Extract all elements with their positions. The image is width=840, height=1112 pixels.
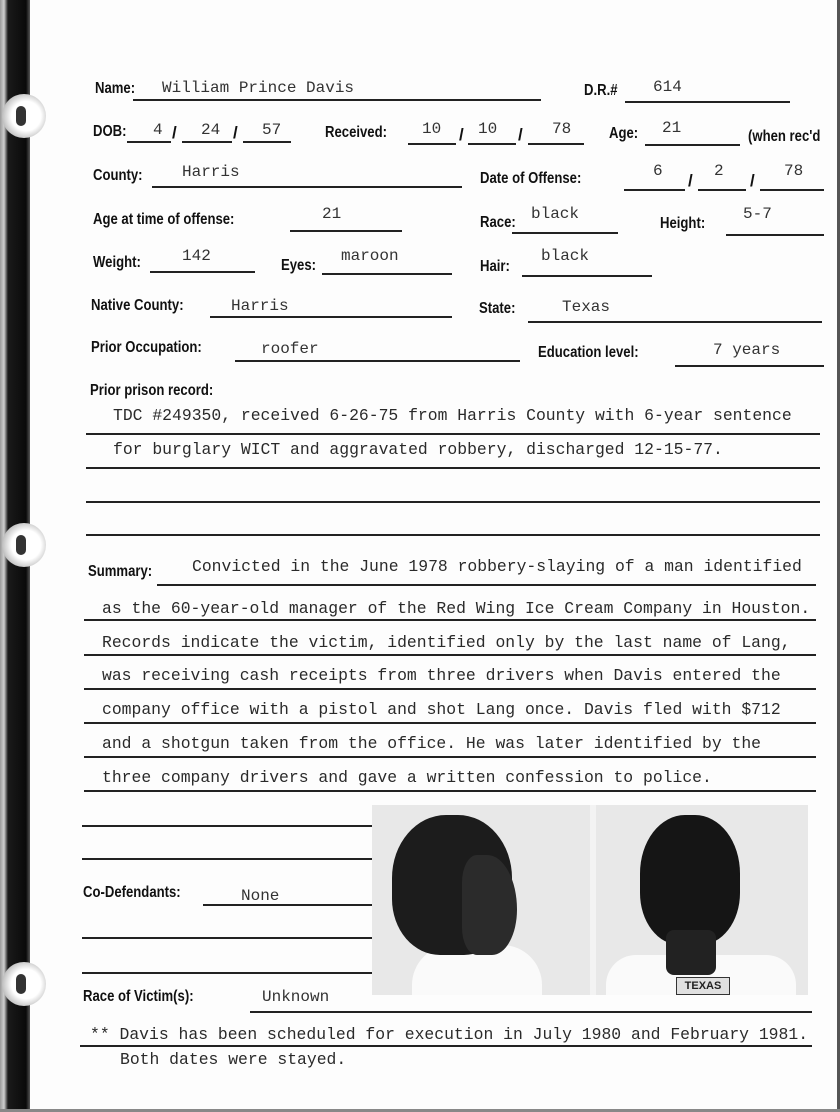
- underline: [84, 688, 816, 690]
- offense-month: 6: [653, 162, 663, 180]
- underline: [760, 189, 824, 191]
- state-value: Texas: [562, 298, 611, 316]
- name-value: William Prince Davis: [162, 79, 355, 97]
- dr-value: 614: [653, 78, 682, 96]
- co-defendants-label: Co-Defendants:: [83, 884, 181, 901]
- underline: [82, 825, 372, 827]
- underline: [157, 584, 816, 586]
- education-label: Education level:: [538, 344, 639, 361]
- prior-occupation-label: Prior Occupation:: [91, 339, 202, 356]
- front-photo: [596, 805, 808, 995]
- county-value: Harris: [182, 163, 240, 181]
- weight-label: Weight:: [93, 254, 141, 271]
- underline: [127, 141, 171, 143]
- summary-line: as the 60-year-old manager of the Red Wing Ice Cream Company in Houston.: [102, 599, 811, 618]
- execution-note: ** Davis has been scheduled for execution in July 1980 and February 1981.: [90, 1025, 809, 1044]
- underline: [624, 189, 685, 191]
- received-label: Received:: [325, 124, 387, 141]
- offense-year: 78: [784, 162, 804, 180]
- dr-label: D.R.#: [584, 82, 618, 99]
- date-separator: /: [750, 171, 755, 190]
- prior-record-label: Prior prison record:: [90, 382, 214, 399]
- native-county-label: Native County:: [91, 297, 184, 314]
- dob-label: DOB:: [93, 123, 127, 140]
- date-separator: /: [459, 125, 464, 144]
- underline: [82, 937, 372, 939]
- native-county-value: Harris: [231, 297, 289, 315]
- underline: [468, 143, 516, 145]
- date-separator: /: [688, 171, 693, 190]
- prior-record-line: for burglary WICT and aggravated robbery, discharged 12-15-77.: [113, 440, 723, 459]
- underline: [182, 141, 232, 143]
- co-defendants-value: None: [241, 887, 280, 905]
- received-day: 10: [478, 120, 498, 138]
- summary-line: three company drivers and gave a written confession to police.: [102, 768, 712, 787]
- age-label: Age:: [609, 125, 639, 142]
- underline: [322, 273, 452, 275]
- underline: [698, 189, 746, 191]
- underline: [82, 858, 372, 860]
- underline: [84, 756, 816, 758]
- underline: [675, 365, 824, 367]
- underline: [86, 467, 820, 469]
- underline: [84, 722, 816, 724]
- date-separator: /: [233, 123, 238, 142]
- underline: [408, 143, 456, 145]
- underline: [133, 99, 541, 101]
- summary-line: Convicted in the June 1978 robbery-slaying of a man identified: [192, 557, 802, 576]
- underline: [84, 654, 816, 656]
- underline: [528, 143, 584, 145]
- underline: [528, 321, 822, 323]
- underline: [235, 360, 520, 362]
- eyes-value: maroon: [341, 247, 399, 265]
- race-of-victim-label: Race of Victim(s):: [83, 988, 194, 1005]
- age-value: 21: [662, 119, 682, 137]
- underline: [150, 271, 255, 273]
- dob-day: 24: [201, 121, 221, 139]
- race-value: black: [531, 205, 580, 223]
- weight-value: 142: [182, 247, 211, 265]
- received-year: 78: [552, 120, 572, 138]
- date-separator: /: [172, 123, 177, 142]
- underline: [82, 972, 372, 974]
- received-month: 10: [422, 120, 442, 138]
- underline: [290, 230, 402, 232]
- county-label: County:: [93, 167, 143, 184]
- underline: [84, 619, 816, 621]
- race-label: Race:: [480, 214, 516, 231]
- punch-hole: [2, 523, 46, 567]
- punch-hole: [2, 94, 46, 138]
- underline: [522, 275, 652, 277]
- summary-line: was receiving cash receipts from three drivers when Davis entered the: [102, 666, 781, 685]
- prior-record-line: TDC #249350, received 6-26-75 from Harris County with 6-year sentence: [113, 406, 792, 425]
- race-of-victim-value: Unknown: [262, 988, 330, 1006]
- placard: TEXAS: [676, 977, 730, 995]
- underline: [512, 232, 618, 234]
- education-value: 7 years: [713, 341, 781, 359]
- age-at-offense-value: 21: [322, 205, 342, 223]
- state-label: State:: [479, 300, 516, 317]
- underline: [86, 534, 820, 536]
- dob-month: 4: [153, 121, 163, 139]
- summary-line: company office with a pistol and shot Lang once. Davis fled with $712: [102, 700, 781, 719]
- height-label: Height:: [660, 215, 706, 232]
- underline: [243, 141, 291, 143]
- underline: [210, 316, 452, 318]
- summary-line: Records indicate the victim, identified only by the last name of Lang,: [102, 633, 791, 652]
- underline: [86, 433, 820, 435]
- date-of-offense-label: Date of Offense:: [480, 170, 582, 187]
- underline: [645, 144, 740, 146]
- summary-line: and a shotgun taken from the office. He was later identified by the: [102, 734, 762, 753]
- hair-value: black: [541, 247, 590, 265]
- date-separator: /: [518, 125, 523, 144]
- age-note: (when rec'd: [748, 128, 821, 145]
- underline: [84, 790, 816, 792]
- underline: [250, 1011, 812, 1013]
- punch-hole: [2, 962, 46, 1006]
- offense-day: 2: [714, 162, 724, 180]
- underline: [726, 234, 824, 236]
- execution-note: Both dates were stayed.: [120, 1050, 347, 1069]
- underline: [80, 1045, 812, 1047]
- hair-label: Hair:: [480, 258, 510, 275]
- summary-label: Summary:: [88, 563, 153, 580]
- height-value: 5-7: [743, 205, 772, 223]
- prior-occupation-value: roofer: [261, 340, 319, 358]
- mugshot-photo: [372, 805, 808, 995]
- profile-photo: [372, 805, 590, 995]
- eyes-label: Eyes:: [281, 257, 317, 274]
- name-label: Name:: [95, 80, 136, 97]
- underline: [625, 101, 790, 103]
- underline: [203, 904, 372, 906]
- dob-year: 57: [262, 121, 282, 139]
- underline: [86, 501, 820, 503]
- underline: [152, 186, 462, 188]
- age-at-offense-label: Age at time of offense:: [93, 211, 235, 228]
